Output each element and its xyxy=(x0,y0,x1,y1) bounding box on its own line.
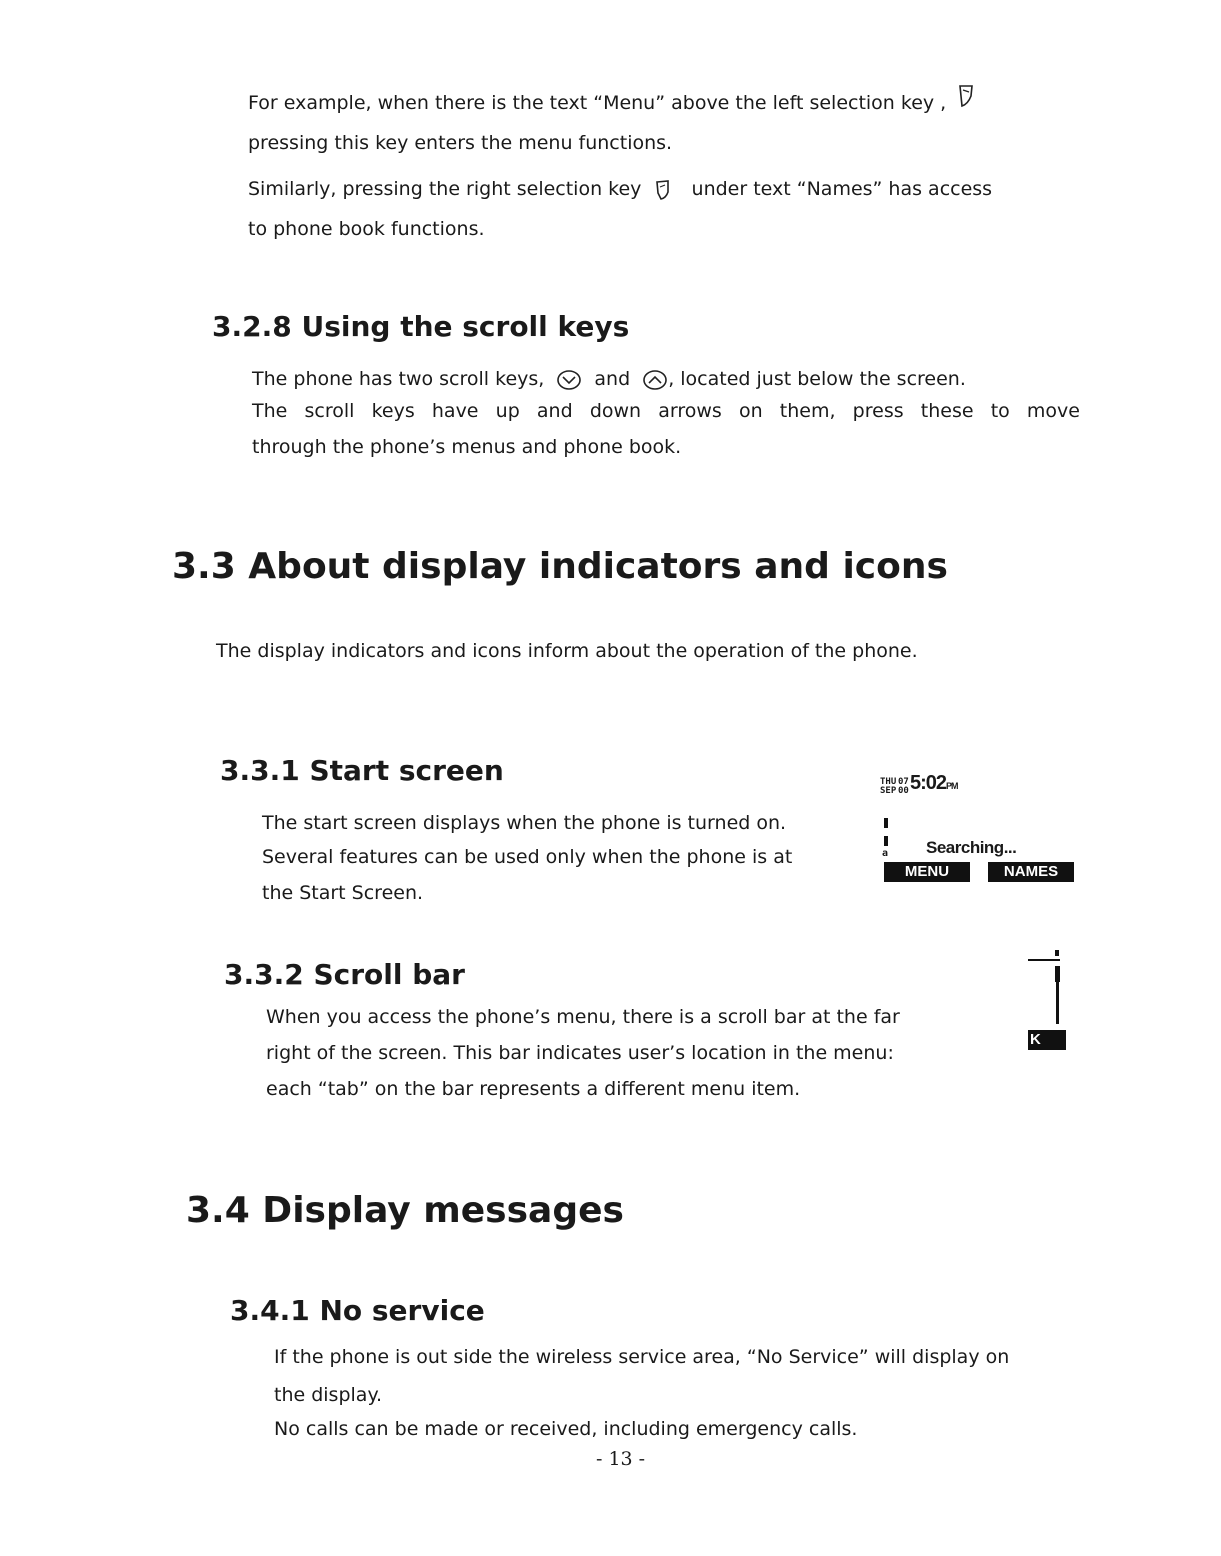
section-heading-3-4-1: 3.4.1 No service xyxy=(230,1294,485,1327)
intro-line-4: to phone book functions. xyxy=(248,218,485,240)
scroll-bar-line-2: right of the screen. This bar indicates user’s location in the menu: xyxy=(266,1042,894,1064)
no-service-line-3: No calls can be made or received, including emergency calls. xyxy=(274,1418,858,1440)
scroll-up-key-icon xyxy=(642,369,668,391)
scroll-keys-line-2: The scroll keys have up and down arrows on them, press these to move xyxy=(252,400,1080,422)
start-screen-line-3: the Start Screen. xyxy=(262,882,424,904)
scroll-bar-line-3: each “tab” on the bar represents a different menu item. xyxy=(266,1078,801,1100)
section-heading-3-4: 3.4 Display messages xyxy=(186,1190,624,1231)
section-heading-3-3-1: 3.3.1 Start screen xyxy=(220,754,504,787)
scroll-bar-display xyxy=(1020,942,1070,1054)
intro-line-2: pressing this key enters the menu functions. xyxy=(248,132,673,154)
names-softkey: NAMES xyxy=(988,862,1074,882)
scroll-bar-line-1: When you access the phone’s menu, there is a scroll bar at the far xyxy=(266,1006,900,1028)
date: 07 00 xyxy=(898,777,909,796)
scroll-down-key-icon xyxy=(556,369,582,391)
section-heading-3-3: 3.3 About display indicators and icons xyxy=(172,546,948,587)
no-service-line-1: If the phone is out side the wireless service area, “No Service” will display on xyxy=(274,1346,1010,1368)
page-number: - 13 - xyxy=(596,1448,646,1470)
scroll-keys-line-1: The phone has two scroll keys, and , located just below the screen. xyxy=(252,368,966,390)
scroll-bar-softkey: K xyxy=(1030,1031,1041,1048)
display-indicators-intro: The display indicators and icons inform about the operation of the phone. xyxy=(216,640,918,662)
clock-time: 5:02PM xyxy=(910,772,958,794)
section-heading-3-2-8: 3.2.8 Using the scroll keys xyxy=(212,310,630,343)
section-heading-3-3-2: 3.3.2 Scroll bar xyxy=(224,958,465,991)
start-screen-line-1: The start screen displays when the phone is turned on. xyxy=(262,812,787,834)
intro-line-1: For example, when there is the text “Menu” above the left selection key , xyxy=(248,86,974,121)
intro-line-3: Similarly, pressing the right selection key under text “Names” has access xyxy=(248,178,993,200)
start-screen-line-2: Several features can be used only when the phone is at xyxy=(262,846,793,868)
menu-softkey: MENU xyxy=(884,862,970,882)
scroll-keys-line-3: through the phone’s menus and phone book. xyxy=(252,436,682,458)
status-text: Searching... xyxy=(926,838,1017,857)
signal-label: a xyxy=(882,848,889,859)
left-selection-key-icon xyxy=(958,84,974,108)
right-selection-key-icon xyxy=(655,179,671,201)
weekday-month: THU SEP xyxy=(880,777,897,796)
start-screen-display xyxy=(880,772,1076,884)
no-service-line-2: the display. xyxy=(274,1384,383,1406)
